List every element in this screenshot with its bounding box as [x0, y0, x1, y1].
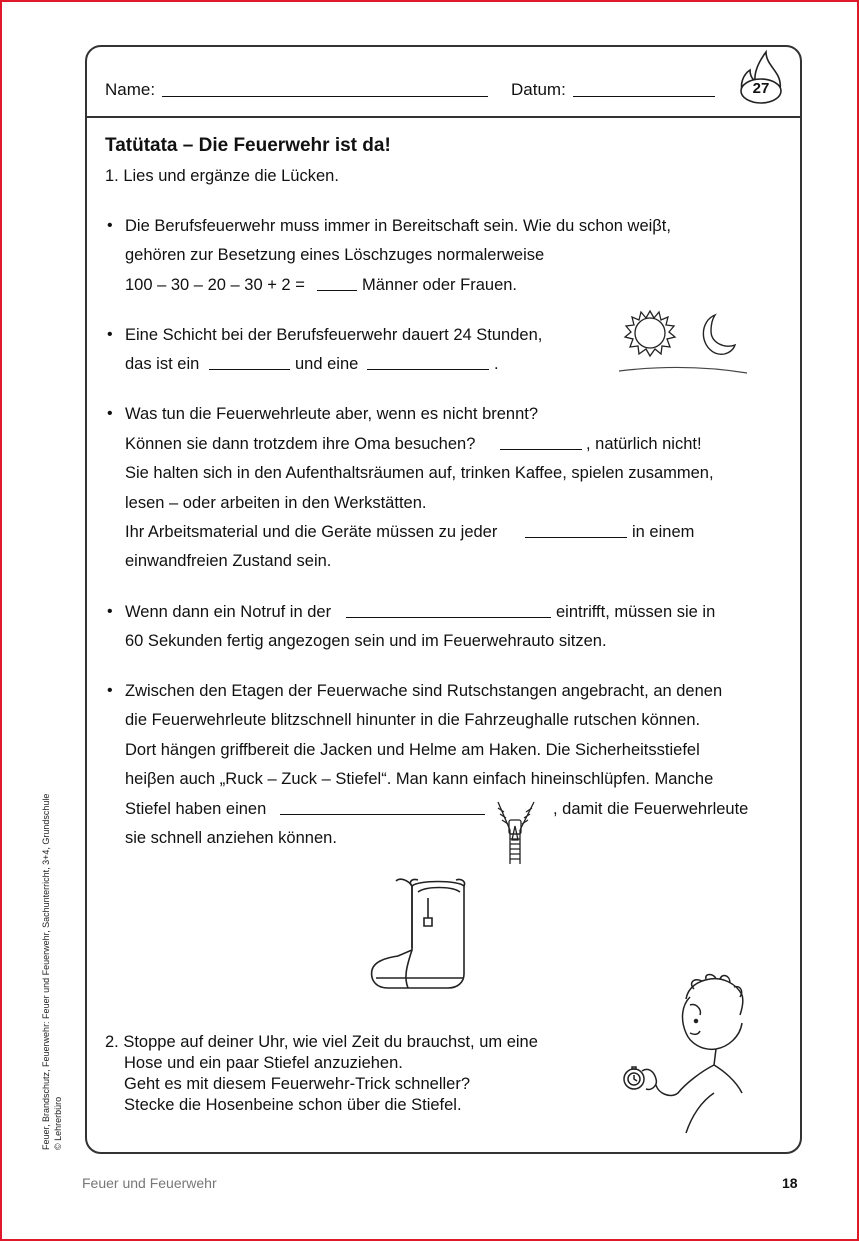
blank-night[interactable] [367, 369, 489, 370]
b5-line-4: heiβen auch „Ruck – Zuck – Stiefel“. Man kann einfach hineinschlüpfen. Manche [125, 770, 714, 788]
task-2-line-3: Geht es mit diesem Feuerwehr-Trick schneller? [124, 1075, 471, 1093]
b3-line-2a: Können sie dann trotzdem ihre Oma besuchen? [125, 435, 476, 453]
copyright-side-text [40, 794, 64, 1150]
sun-icon [625, 311, 675, 356]
date-label: Datum: [511, 80, 566, 99]
b3-line-5b: in einem [632, 523, 695, 541]
horizon-line [619, 367, 747, 373]
task-2-line-2: Hose und ein paar Stiefel anzuziehen. [124, 1054, 403, 1072]
worksheet-title: Tatütata – Die Feuerwehr ist da! [105, 135, 391, 156]
side-credit-line-2: © Lehrerbüro [53, 1096, 63, 1150]
task-1-instruction: 1. Lies und ergänze die Lücken. [105, 167, 339, 185]
moon-icon [703, 315, 735, 354]
b2-line-2c: . [494, 355, 499, 373]
side-credit-line-1: Feuer, Brandschutz, Feuerwehr: Feuer und Feuerwehr, Sachunterricht, 3+4, Grundschule [41, 793, 51, 1150]
b5-line-3: Dort hängen griffbereit die Jacken und Helme am Haken. Die Sicherheitsstiefel [125, 741, 700, 759]
bullet-2: • [107, 326, 113, 343]
bullet-1: • [107, 217, 113, 234]
b4-line-1b: eintrifft, müssen sie in [556, 603, 716, 621]
footer-page-number: 18 [782, 1175, 798, 1191]
b2-line-1: Eine Schicht bei der Berufsfeuerwehr dauert 24 Stunden, [125, 326, 543, 344]
blank-day[interactable] [209, 369, 290, 370]
b1-line-3b: Männer oder Frauen. [362, 276, 518, 294]
bullet-3: • [107, 405, 113, 422]
bullet-4: • [107, 603, 113, 620]
task-2-line-1: 2. Stoppe auf deiner Uhr, wie viel Zeit du brauchst, um eine [105, 1033, 538, 1051]
header-divider [85, 116, 800, 118]
name-label: Name: [105, 80, 156, 99]
boot-illustration [368, 878, 472, 994]
blank-answer[interactable] [500, 449, 582, 450]
b5-line-5b: , damit die Feuerwehrleute [553, 800, 749, 818]
b5-line-6: sie schnell anziehen können. [125, 829, 337, 847]
child-with-stopwatch-illustration [616, 975, 746, 1135]
blank-station[interactable] [346, 617, 551, 618]
b5-line-2: die Feuerwehrleute blitzschnell hinunter in die Fahrzeughalle rutschen können. [125, 711, 701, 729]
blank-time[interactable] [525, 537, 627, 538]
b4-line-1a: Wenn dann ein Notruf in der [125, 603, 332, 621]
sheet-number: 27 [752, 80, 770, 97]
sun-moon-illustration [615, 303, 750, 378]
b2-line-2a: das ist ein [125, 355, 200, 373]
name-field[interactable] [162, 96, 488, 97]
task-2-line-4: Stecke die Hosenbeine schon über die Stiefel. [124, 1096, 462, 1114]
b3-line-1: Was tun die Feuerwehrleute aber, wenn es nicht brennt? [125, 405, 539, 423]
b5-line-5a: Stiefel haben einen [125, 800, 267, 818]
blank-zipper[interactable] [280, 814, 485, 815]
b2-line-2b: und eine [295, 355, 359, 373]
b1-line-1: Die Berufsfeuerwehr muss immer in Bereitschaft sein. Wie du schon weiβt, [125, 217, 671, 235]
b1-line-2: gehören zur Besetzung eines Löschzuges normalerweise [125, 246, 545, 264]
b3-line-3: Sie halten sich in den Aufenthaltsräumen auf, trinken Kaffee, spielen zusammen, [125, 464, 714, 482]
b3-line-6: einwandfreien Zustand sein. [125, 552, 332, 570]
b3-line-4: lesen – oder arbeiten in den Werkstätten. [125, 494, 427, 512]
bullet-5: • [107, 682, 113, 699]
b1-line-3a: 100 – 30 – 20 – 30 + 2 = [125, 276, 305, 294]
footer-book-title: Feuer und Feuerwehr [82, 1175, 217, 1191]
blank-number[interactable] [317, 290, 357, 291]
zipper-icon [494, 796, 538, 866]
b5-line-1: Zwischen den Etagen der Feuerwache sind Rutschstangen angebracht, an denen [125, 682, 723, 700]
date-field[interactable] [573, 96, 715, 97]
b3-line-5a: Ihr Arbeitsmaterial und die Geräte müssen zu jeder [125, 523, 498, 541]
b4-line-2: 60 Sekunden fertig angezogen sein und im Feuerwehrauto sitzen. [125, 632, 607, 650]
b3-line-2b: , natürlich nicht! [586, 435, 702, 453]
